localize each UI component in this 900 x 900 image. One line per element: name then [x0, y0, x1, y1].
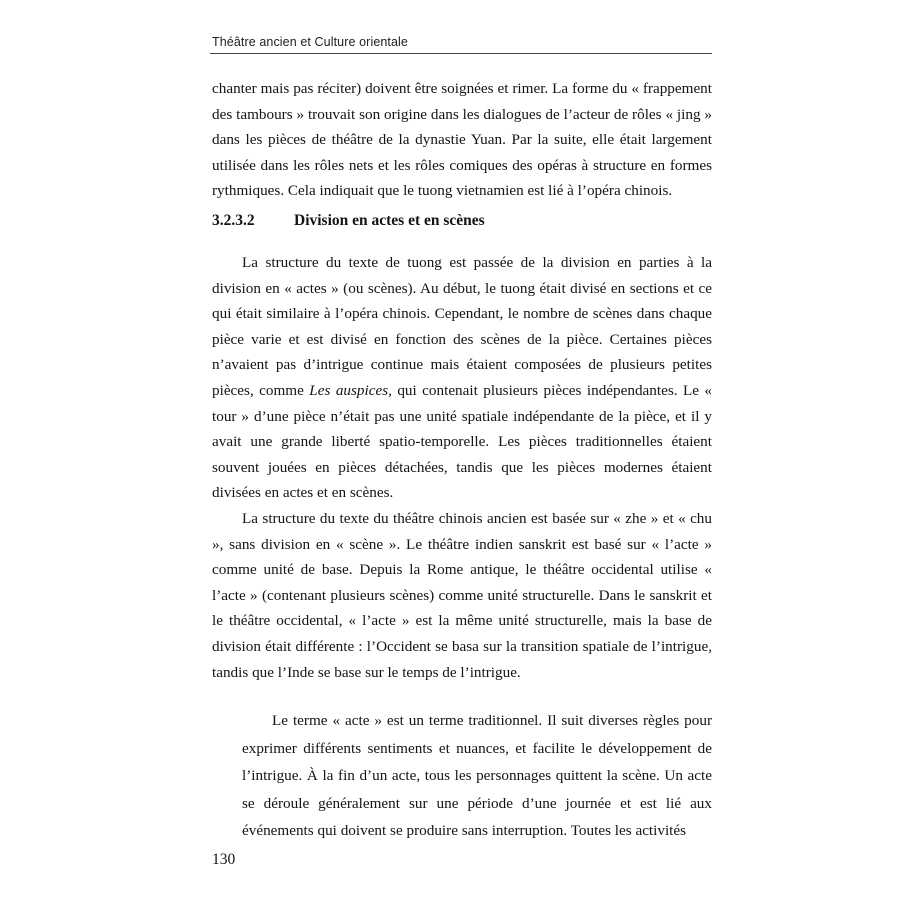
- paragraph-text: , qui contenait plusieurs pièces indépendantes. Le « tour » d’une pièce n’était pas une unité spatiale indépendante de la pièce, et il y avait une grande liberté spatio-temporelle. Les pièces traditionnelles étaient souvent jouées en pièces détachées, tandis que les pièces modernes étaient divisées en actes et en scènes.: [212, 381, 713, 502]
- running-header-title: Théâtre ancien et Culture orientale: [212, 35, 408, 49]
- block-quote: Le terme « acte » est un terme traditionnel. Il suit diverses règles pour exprimer différents sentiments et nuances, et facilite le développement de l’intrigue. À la fin d’un acte, tous les personnages quittent la scène. Un acte se déroule généralement sur une période d’une journée et est lié aux événements qui doivent se produire sans interruption. Toutes les activités: [242, 712, 712, 840]
- paragraph-text: La structure du texte de tuong est passée de la division en parties à la division en « actes » (ou scènes). Au début, le tuong était divisé en sections et ce qui était similaire à l’opéra chinois. Cependant, le nombre de scènes dans chaque pièce varie et est divisé en fonction des scènes de la pièce. Certaines pièces n’avaient pas d’intrigue continue mais étaient composées de plusieurs petites pièces, comme: [212, 254, 712, 399]
- paragraph-chinese-theatre: La structure du texte du théâtre chinois ancien est basée sur « zhe » et « chu », sans division en « scène ». Le théâtre indien sanskrit est basé sur « l’acte » comme unité de base. Depuis la Rome antique, le théâtre occidental utilise « l’acte » (contenant plusieurs scènes) comme unité structurelle. Dans le sanskrit et le théâtre occidental, « l’acte » est la même unité structurelle, mais la base de division était différente : l’Occident se basa sur la transition spatiale de l’intrigue, tandis que l’Inde se base sur le temps de l’intrigue.: [212, 510, 712, 681]
- italic-title: Les auspices: [309, 381, 389, 399]
- section-title: Division en actes et en scènes: [294, 212, 485, 229]
- section-heading: [212, 212, 485, 230]
- paragraph-continuation: chanter mais pas réciter) doivent être soignées et rimer. La forme du « frappement des tambours » trouvait son origine dans les dialogues de l’acteur de rôles « jing » dans les pièces de théâtre de la dynastie Yuan. Par la suite, elle était largement utilisée dans les rôles nets et les rôles comiques des opéras à structure en formes rythmiques. Cela indiquait que le tuong vietnamien est lié à l’opéra chinois.: [212, 80, 712, 200]
- section-number: 3.2.3.2: [212, 212, 255, 229]
- page-number: 130: [212, 851, 236, 868]
- header-rule: [210, 53, 712, 54]
- paragraph-tuong-structure: [212, 250, 712, 506]
